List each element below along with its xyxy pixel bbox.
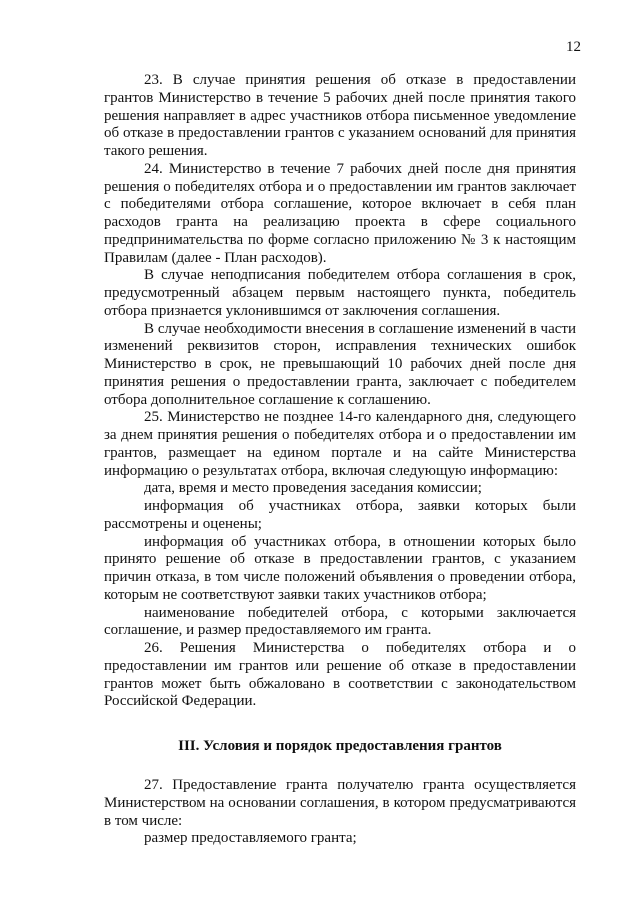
paragraph-24-amendments: В случае необходимости внесения в соглашение изменений в части изменений реквизитов сторон, исправления технических ошибок Министерство в срок, не превышающий 10 рабочих дней после дня принятия решения о предоставлении гранта, заключает с победителем отбора дополнительное соглашение к соглашению. <box>104 320 576 408</box>
paragraph-25-item-winners: наименование победителей отбора, с которыми заключается соглашение, и размер предоставляемого им гранта. <box>104 604 576 639</box>
paragraph-25-item-participants: информация об участниках отбора, заявки которых были рассмотрены и оценены; <box>104 498 576 532</box>
paragraph-25-item-rejected: информация об участниках отбора, в отношении которых было принято решение об отказе в предоставлении грантов, с указанием причин отказа, в том числе положений объявления о проведении отбора, которым не соответствуют заявки таких участников отбора; <box>104 533 576 603</box>
paragraph-27-item-grant-size: размер предоставляемого гранта; <box>144 830 357 847</box>
page-number: 12 <box>566 39 581 55</box>
paragraph-24-unsigned: В случае неподписания победителем отбора соглашения в срок, предусмотренный абзацем первым настоящего пункта, победитель отбора признается уклонившимся от заключения соглашения. <box>104 267 576 319</box>
paragraph-25: 25. Министерство не позднее 14-го календарного дня, следующего за днем принятия решения о победителях отбора и о предоставлении им грантов, размещает на едином портале и на сайте Министерства информацию о результатах отбора, включая следующую информацию: <box>104 409 576 479</box>
section-heading: III. Условия и порядок предоставления грантов <box>178 738 502 754</box>
paragraph-27: 27. Предоставление гранта получателю гранта осуществляется Министерством на основании соглашения, в котором предусматриваются в том числе: <box>104 777 576 829</box>
paragraph-23: 23. В случае принятия решения об отказе в предоставлении грантов Министерство в течение 5 рабочих дней после принятия такого решения направляет в адрес участников отбора письменное уведомление об отказе в предоставлении грантов с указанием оснований для принятия такого решения. <box>104 72 576 159</box>
document-body <box>104 72 576 848</box>
paragraph-25-item-date: дата, время и место проведения заседания комиссии; <box>144 480 482 497</box>
paragraph-26: 26. Решения Министерства о победителях отбора и о предоставлении им грантов или решение об отказе в предоставлении грантов может быть обжаловано в соответствии с законодательством Российской Федерации. <box>104 640 576 710</box>
paragraph-24: 24. Министерство в течение 7 рабочих дней после дня принятия решения о победителях отбора и о предоставлении им грантов заключает с победителями отбора соглашение, которое включает в себя план расходов гранта на реализацию проекта в сфере социального предпринимательства по форме согласно приложению № 3 к настоящим Правилам (далее - План расходов). <box>104 160 576 266</box>
